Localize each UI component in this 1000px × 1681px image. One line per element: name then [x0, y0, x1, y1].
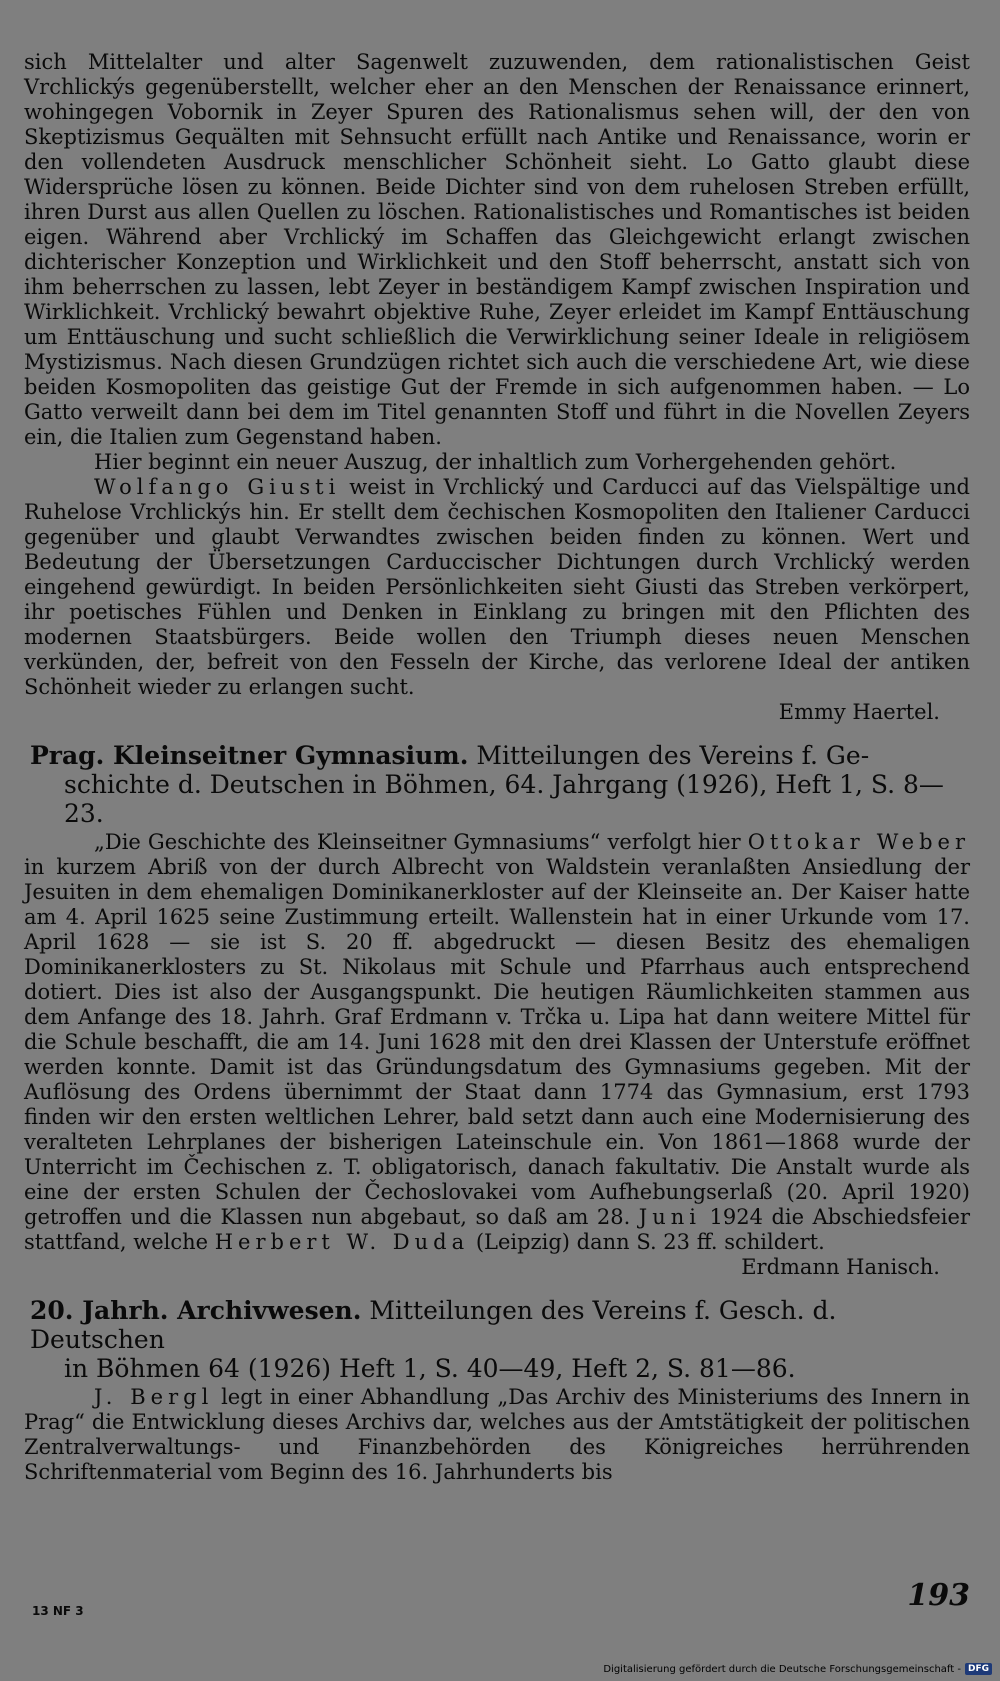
signature-text: Emmy Haertel. — [778, 700, 940, 724]
author-name-weber: Ottokar Weber — [747, 830, 971, 854]
section-topic: 20. Jahrh. Archivwesen. — [30, 1296, 362, 1325]
signature-hanisch — [24, 1255, 970, 1280]
paragraph-5-text: legt in einer Abhandlung „Das Archiv des Ministeriums des Innern in Prag“ die Entwicklung dieses Archivs dar, welches aus der Amtstätigkeit der politischen Zentralverwaltungs- und Finanzbehörden des Königreiches herrührenden Schriftenmaterial vom Beginn des 16. Jahrhunderts bis — [24, 1385, 970, 1484]
section-topic: Prag. Kleinseitner Gymnasium. — [30, 741, 469, 770]
paragraph-4 — [24, 830, 970, 1255]
paragraph-1: sich Mittelalter und alter Sagenwelt zuzuwenden, dem rationalistischen Geist Vrchlickýs gegenüberstellt, welcher eher an den Menschen der Renaissance erinnert, wohingegen Vobornik in Zeyer Spuren des Rationalismus sehen will, der den von Skeptizismus Gequälten mit Sehnsucht erfüllt nach Antike und Renaissance, worin er den vollendeten Ausdruck menschlicher Schönheit sieht. Lo Gatto glaubt diese Widersprüche lösen zu können. Beide Dichter sind von dem ruhelosen Streben erfüllt, ihren Durst aus allen Quellen zu löschen. Rationalistisches und Romantisches ist beiden eigen. Während aber Vrchlický im Schaffen das Gleichgewicht erlangt zwischen dichterischer Konzeption und Wirklichkeit und den Stoff beherrscht, anstatt sich von ihm beherrschen zu lassen, lebt Zeyer in beständigem Kampf zwischen Inspiration und Wirklichkeit. Vrchlický bewahrt objektive Ruhe, Zeyer erleidet im Kampf Enttäuschung um Enttäuschung und sucht schließlich die Verwirklichung seiner Ideale in religiösem Mystizismus. Nach diesen Grundzügen richtet sich auch die verschiedene Art, wie diese beiden Kosmopoliten das geistige Gut der Fremde in sich aufgenommen haben. — Lo Gatto verweilt dann bei dem im Titel genannten Stoff und führt in die Novellen Zeyers ein, die Italien zum Gegenstand haben. — [24, 50, 970, 449]
p4-part-b: in kurzem Abriß von der durch Albrecht von Waldstein veranlaßten Ansiedlung der Jesuiten in dem ehemaligen Dominikanerkloster auf der Kleinseite an. Der Kaiser hatte am 4. April 1625 seine Zustimmung erteilt. Wallenstein hat in einer Urkunde vom 17. April 1628 — sie ist S. 20 ff. abgedruckt — diesen Besitz des ehemaligen Dominikanerklosters zu St. Nikolaus mit Schule und Pfarrhaus auch entsprechend dotiert. Dies ist also der Ausgangspunkt. Die heutigen Räumlichkeiten stammen aus dem Anfange des 18. Jahrh. Graf Erdmann v. Trčka u. Lipa hat dann weitere Mittel für die Schule beschafft, die am 14. Juni 1628 mit den drei Klassen der Unterstufe eröffnet werden konnte. Damit ist das Gründungsdatum des Gymnasiums gegeben. Mit der Auflösung des Ordens übernimmt der Staat dann 1774 das Gymnasium, erst 1793 finden wir den ersten weltlichen Lehrer, bald setzt dann auch eine Modernisierung des veralteten Lehrplanes der bisherigen Lateinschule ein. Von 1861—1868 wurde der Unterricht im Čechischen z. T. obligatorisch, danach fakultativ. Die Anstalt wurde als eine der ersten Schulen der Čechoslovakei vom Aufhebungserlaß (20. April 1920) getroffen und die Klassen nun abgebaut, so daß am 28. — [24, 855, 970, 1229]
section-source-a: Mitteilungen des Vereins f. Gesch. d. Deutschen — [30, 1296, 837, 1354]
page-body — [24, 50, 970, 1485]
printer-signature: 13 NF 3 — [32, 1604, 84, 1618]
section-heading-prag — [24, 741, 970, 828]
paragraph-5 — [24, 1385, 970, 1485]
signature-text: Erdmann Hanisch. — [741, 1255, 940, 1279]
section-source-b: schichte d. Deutschen in Böhmen, 64. Jahrgang (1926), Heft 1, S. 8—23. — [64, 770, 944, 828]
p4-part-d: (Leipzig) dann S. 23 ff. schildert. — [469, 1230, 825, 1254]
p4-part-a: „Die Geschichte des Kleinseitner Gymnasiums“ verfolgt hier — [94, 830, 748, 854]
paragraph-3 — [24, 475, 970, 700]
paragraph-3-text: weist in Vrchlický und Carducci auf das Vielspältige und Ruhelose Vrchlickýs hin. Er stellt dem čechischen Kosmopoliten den Italiener Carducci gegenüber und glaubt Verwandtes zwischen beiden finden zu können. Wert und Bedeutung der Übersetzungen Carduccischer Dichtungen durch Vrchlický werden eingehend gewürdigt. In beiden Persönlichkeiten sieht Giusti das Streben verkörpert, ihr poetisches Fühlen und Denken in Einklang zu bringen mit den Pflichten des modernen Staatsbürgers. Beide wollen den Triumph dieses neuen Menschen verkünden, der, befreit von den Fesseln der Kirche, das verlorene Ideal der antiken Schönheit wieder zu erlangen sucht. — [24, 475, 970, 699]
author-name-giusti: Wolfango Giusti — [94, 475, 341, 499]
author-name-bergl: J. Bergl — [94, 1385, 214, 1409]
signature-haertel — [24, 700, 970, 725]
dfg-logo: DFG — [965, 1663, 992, 1675]
digitization-credit — [603, 1663, 992, 1675]
date-juni: Juni — [638, 1205, 701, 1229]
section-source-a: Mitteilungen des Vereins f. Ge- — [476, 741, 870, 770]
credit-text: Digitalisierung gefördert durch die Deutsche Forschungsgemeinschaft - — [603, 1663, 961, 1675]
section-heading-archiv — [24, 1296, 970, 1383]
author-name-duda: Herbert W. Duda — [214, 1230, 470, 1254]
paragraph-2: Hier beginnt ein neuer Auszug, der inhaltlich zum Vorhergehenden gehört. — [94, 450, 897, 474]
page-number: 193 — [907, 1578, 970, 1613]
section-source-b: in Böhmen 64 (1926) Heft 1, S. 40—49, Heft 2, S. 81—86. — [64, 1354, 796, 1383]
p4-part-c: 1924 die Abschiedsfeier stattfand, welche — [24, 1205, 970, 1254]
